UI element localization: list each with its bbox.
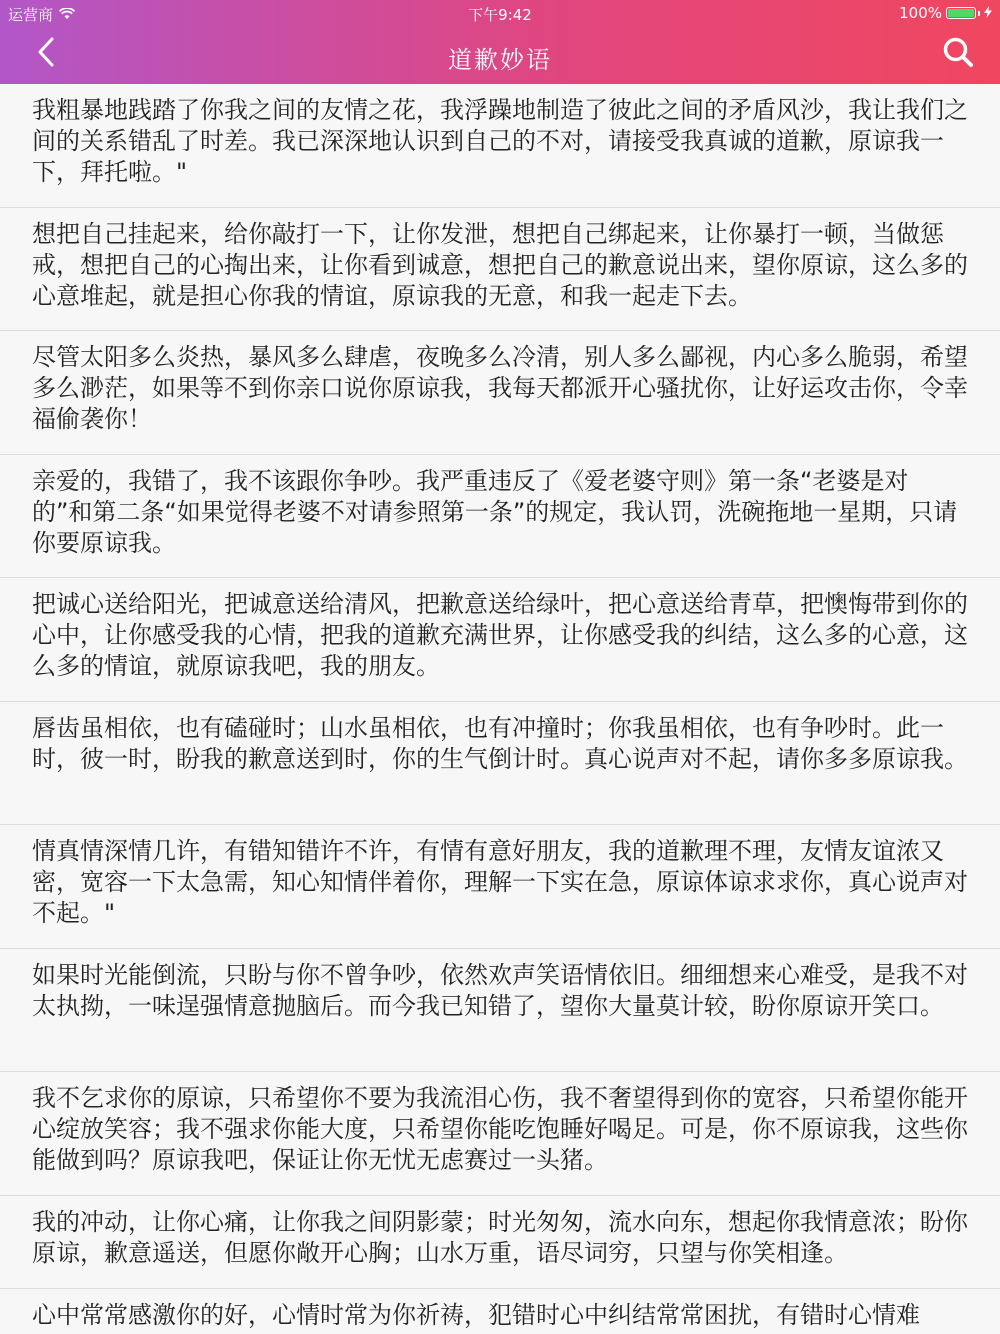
- list-item-text: 尽管太阳多么炎热，暴风多么肆虐，夜晚多么冷清，别人多么鄙视，内心多么脆弱，希望多么渺茫，如果等不到你亲口说你原谅我，我每天都派开心骚扰你，让好运攻击你，令幸福偷袭你！: [32, 343, 968, 433]
- list-item-text: 如果时光能倒流，只盼与你不曾争吵，依然欢声笑语情依旧。细细想来心难受，是我不对太执拗，一味逞强情意抛脑后。而今我已知错了，望你大量莫计较，盼你原谅开笑口。: [32, 960, 968, 1020]
- status-bar: [0, 0, 1000, 28]
- search-button[interactable]: [938, 34, 978, 74]
- list-item[interactable]: [0, 1072, 1000, 1196]
- list-item[interactable]: [0, 1289, 1000, 1334]
- list-item-text: 我的冲动，让你心痛，让你我之间阴影蒙；时光匆匆，流水向东，想起你我情意浓；盼你原谅，歉意遥送，但愿你敞开心胸；山水万重，语尽词穷，只望与你笑相逢。: [32, 1207, 968, 1267]
- battery-icon: [946, 7, 976, 19]
- search-icon: [942, 36, 974, 72]
- status-time: 下午9:42: [468, 6, 532, 24]
- battery-percent: 100%: [899, 4, 942, 22]
- charging-icon: [984, 4, 992, 22]
- list-item-text: 想把自己挂起来，给你敲打一下，让你发泄，想把自己绑起来，让你暴打一顿，当做惩戒，想把自己的心掏出来，让你看到诚意，想把自己的歉意说出来，望你原谅，这么多的心意堆起，就是担心你我的情谊，原谅我的无意，和我一起走下去。: [32, 219, 968, 310]
- list-item-text: 把诚心送给阳光，把诚意送给清风，把歉意送给绿叶，把心意送给青草，把懊悔带到你的心中，让你感受我的心情，把我的道歉充满世界，让你感受我的纠结，这么多的心意，这么多的情谊，就原谅我吧，我的朋友。: [32, 590, 968, 680]
- apology-list[interactable]: [0, 84, 1000, 1334]
- list-item-text: 我粗暴地践踏了你我之间的友情之花，我浮躁地制造了彼此之间的矛盾风沙，我让我们之间的关系错乱了时差。我已深深地认识到自己的不对，请接受我真诚的道歉，原谅我一下，拜托啦。": [32, 96, 968, 186]
- list-item[interactable]: [0, 84, 1000, 208]
- carrier-label: 运营商: [8, 6, 54, 24]
- status-battery-group: [899, 4, 992, 22]
- list-item-text: 情真情深情几许，有错知错许不许，有情有意好朋友，我的道歉理不理，友情友谊浓又密，宽容一下太急需，知心知情伴着你，理解一下实在急，原谅体谅求求你，真心说声对不起。": [32, 837, 968, 927]
- list-item[interactable]: [0, 208, 1000, 332]
- list-item-text: 心中常常感激你的好，心情时常为你祈祷，犯错时心中纠结常常困扰，有错时心情难: [32, 1300, 920, 1329]
- list-item[interactable]: [0, 949, 1000, 1073]
- list-item[interactable]: [0, 578, 1000, 702]
- navigation-header: [0, 0, 1000, 84]
- battery-tip: [978, 11, 980, 16]
- list-item[interactable]: [0, 825, 1000, 949]
- list-item[interactable]: [0, 702, 1000, 826]
- list-item[interactable]: [0, 1196, 1000, 1289]
- list-item[interactable]: [0, 455, 1000, 579]
- list-item-text: 唇齿虽相依，也有磕碰时；山水虽相依，也有冲撞时；你我虽相依，也有争吵时。此一时，彼一时，盼我的歉意送到时，你的生气倒计时。真心说声对不起，请你多多原谅我。: [32, 713, 968, 773]
- list-item-text: 我不乞求你的原谅，只希望你不要为我流泪心伤，我不奢望得到你的宽容，只希望你能开心绽放笑容；我不强求你能大度，只希望你能吃饱睡好喝足。可是，你不原谅我，这些你能做到吗？原谅我吧，保证让你无忧无虑赛过一头猪。: [32, 1084, 968, 1174]
- page-title: 道歉妙语: [448, 46, 552, 74]
- list-item[interactable]: [0, 331, 1000, 455]
- battery-fill: [948, 9, 974, 17]
- list-item-text: 亲爱的，我错了，我不该跟你争吵。我严重违反了《爱老婆守则》第一条“老婆是对的”和第二条“如果觉得老婆不对请参照第一条”的规定，我认罚，洗碗拖地一星期，只请你要原谅我。: [32, 466, 958, 557]
